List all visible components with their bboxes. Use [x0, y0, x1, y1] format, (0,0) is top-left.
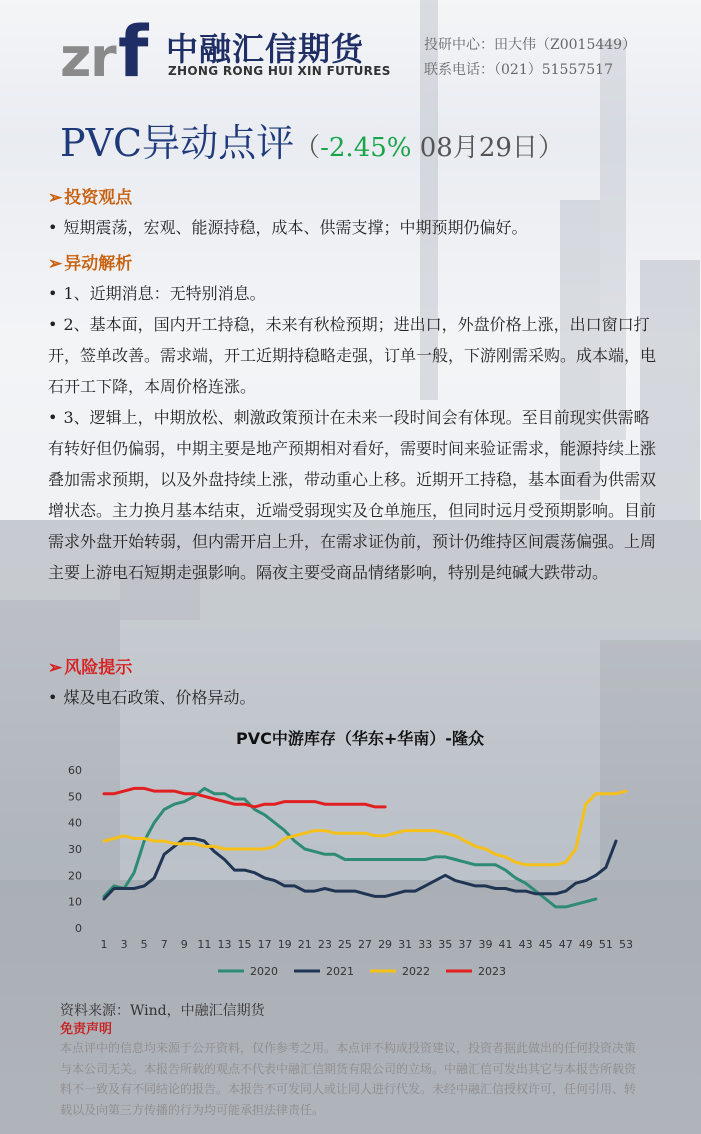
contact-phone: 联系电话：（021）51557517 [424, 62, 613, 78]
disclaimer-title: 免责声明 [60, 1022, 113, 1037]
x-tick-label: 17 [257, 938, 272, 951]
analysis-item-1 [48, 278, 658, 309]
bullet-icon: • [48, 218, 58, 237]
y-tick-label: 50 [68, 790, 82, 804]
title-change-pct: -2.45% [320, 133, 412, 163]
y-tick-label: 30 [68, 843, 82, 856]
x-tick-label: 35 [438, 938, 453, 951]
x-tick-label: 9 [180, 938, 188, 951]
analysis-item-3 [48, 402, 658, 588]
section-heading-analysis-label: 异动解析 [64, 254, 133, 274]
x-tick-label: 25 [337, 938, 352, 951]
y-tick-label: 0 [75, 922, 82, 935]
arrow-icon: ➢ [48, 254, 63, 274]
x-tick-label: 11 [197, 938, 212, 951]
arrow-icon: ➢ [48, 658, 63, 678]
x-tick-label: 31 [398, 938, 413, 951]
x-tick-label: 33 [418, 938, 433, 951]
data-source: 资料来源：Wind，中融汇信期货 [60, 1003, 265, 1019]
svg-text:r: r [90, 26, 117, 84]
brand-name-cn: 中融汇信期货 [166, 30, 365, 68]
disclaimer-text: 本点评中的信息均来源于公开资料，仅作参考之用。本点评不构成投资建议，投资者据此做出的任何投资决策与本公司无关。本报告所载的观点不代表中融汇信期货有限公司的立场。中融汇信可发出其它与本报告所载资料不一致及有不同结论的报告。本报告不可发同人或让同人进行代发。未经中融汇信授权许可，任何引用、转载以及向第三方传播的行为均可能承担法律责任。 [60, 1041, 637, 1117]
series-line-2020 [104, 788, 596, 907]
arrow-icon: ➢ [48, 188, 63, 208]
inventory-line-chart [60, 722, 660, 992]
legend-label-2023: 2023 [478, 965, 506, 978]
x-tick-label: 51 [598, 938, 613, 951]
x-tick-label: 7 [160, 938, 168, 951]
analysis-text-2: 2、基本面，国内开工持稳，未来有秋检预期；进出口，外盘价格上涨，出口窗口打开，签单改善。需求端，开工近期持稳略走强，订单一般，下游刚需采购。成本端，电石开工下降，本周价格连涨。 [48, 315, 657, 396]
svg-text:f: f [118, 12, 149, 84]
y-tick-label: 40 [68, 816, 82, 830]
x-tick-label: 53 [619, 938, 633, 951]
x-tick-label: 45 [538, 938, 553, 951]
series-line-2021 [104, 839, 616, 900]
legend-label-2020: 2020 [250, 965, 278, 978]
section-heading-risk-label: 风险提示 [64, 658, 133, 678]
analysis-item-2 [48, 309, 658, 402]
x-tick-label: 13 [217, 938, 232, 951]
svg-text:z: z [60, 26, 92, 84]
y-tick-label: 20 [68, 869, 82, 883]
x-tick-label: 49 [578, 938, 593, 951]
bullet-icon: • [48, 688, 58, 707]
x-tick-label: 27 [358, 938, 372, 951]
risk-paragraph [48, 682, 658, 713]
y-tick-label: 10 [68, 895, 82, 909]
x-tick-label: 3 [120, 938, 128, 951]
x-tick-label: 19 [277, 938, 292, 951]
x-tick-label: 29 [378, 938, 393, 951]
analysis-text-1: 1、近期消息：无特别消息。 [63, 284, 266, 303]
title-open-paren: （ [294, 133, 321, 163]
view-text: 短期震荡，宏观、能源持稳，成本、供需支撑；中期预期仍偏好。 [63, 218, 528, 237]
legend-label-2021: 2021 [326, 965, 354, 978]
analysis-text-3: 3、逻辑上，中期放松、刺激政策预计在未来一段时间会有体现。至目前现实供需略有转好但仍偏弱，中期主要是地产预期相对看好，需要时间来验证需求，能源持续上涨叠加需求预期，以及外盘持续上涨，带动重心上移。近期开工持稳，基本面看为供需双增状态。主力换月基本结束，近端受弱现实及仓单施压，但同时远月受预期影响。目前需求外盘开始转弱，但内需开启上升，在需求证伪前，预计仍维持区间震荡偏强。上周主要上游电石短期走强影响。隔夜主要受商品情绪影响，特别是纯碱大跌带动。 [48, 408, 657, 582]
x-tick-label: 41 [498, 938, 513, 951]
x-tick-label: 15 [237, 938, 252, 951]
report-title [60, 112, 564, 167]
bullet-icon: • [48, 284, 58, 303]
bullet-icon: • [48, 408, 58, 427]
risk-text: 煤及电石政策、价格异动。 [63, 688, 256, 707]
section-heading-analysis [48, 249, 132, 274]
title-date: 08月29日） [411, 133, 564, 163]
zrf-logo [60, 12, 160, 84]
x-tick-label: 5 [140, 938, 148, 951]
section-heading-view-label: 投资观点 [64, 188, 133, 208]
y-tick-label: 60 [68, 764, 82, 777]
x-tick-label: 39 [478, 938, 493, 951]
x-tick-label: 1 [100, 938, 108, 951]
section-heading-risk [48, 653, 132, 678]
section-heading-view [48, 183, 132, 208]
legend-label-2022: 2022 [402, 965, 430, 978]
contact-center: 投研中心：田大伟（Z0015449） [424, 37, 637, 53]
title-main: PVC异动点评 [60, 121, 295, 165]
x-tick-label: 23 [317, 938, 332, 951]
chart-title: PVC中游库存（华东+华南）-隆众 [236, 729, 484, 748]
x-tick-label: 47 [558, 938, 573, 951]
bullet-icon: • [48, 315, 58, 334]
x-tick-label: 43 [518, 938, 533, 951]
brand-name-en: ZHONG RONG HUI XIN FUTURES [168, 64, 391, 78]
view-paragraph [48, 212, 658, 243]
x-tick-label: 37 [458, 938, 473, 951]
x-tick-label: 21 [297, 938, 312, 951]
